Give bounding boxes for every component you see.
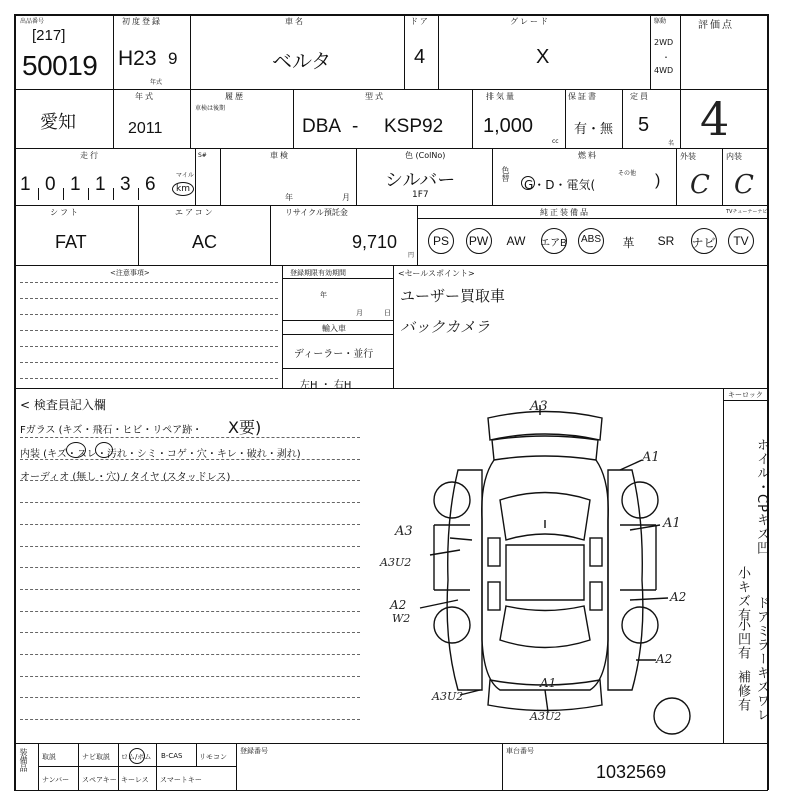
equipment-item: エアB — [540, 238, 567, 249]
region-value: 愛知 — [40, 112, 76, 133]
equipment-item: 革 — [622, 236, 635, 250]
mileage-digit: 3 — [120, 174, 131, 195]
recycle-value: 9,710 — [352, 232, 398, 252]
inspector-line1-mark: X要) — [228, 418, 262, 437]
first-reg-label: 初度登録 — [122, 17, 162, 26]
damage-rear-left-a3u2: A3U2 — [432, 690, 464, 703]
color-change-label: 色替 — [501, 166, 510, 182]
footer-item-bottom: キーレス — [121, 776, 149, 784]
capacity-unit: 名 — [668, 140, 675, 147]
exterior-label: 外装 — [680, 152, 696, 161]
handle-value: 左H ・ 右H — [300, 380, 352, 391]
chassis-number: 1032569 — [596, 762, 667, 782]
shift-value: FAT — [55, 232, 87, 252]
rating-label: 評価点 — [698, 20, 734, 31]
displacement-value: 1,000 — [483, 115, 534, 137]
inspector-title: < 検査員記入欄 — [20, 398, 106, 412]
inspection-label: 車検 — [270, 151, 290, 160]
wheel-rear-right — [622, 607, 658, 643]
displacement-unit: cc — [552, 138, 559, 145]
capacity-value: 5 — [638, 114, 650, 136]
warranty-value: 有・無 — [574, 122, 614, 137]
model-label: 車名 — [285, 17, 305, 26]
damage-rear-a3u2: A3U2 — [530, 710, 562, 723]
damage-rear-right-a2: A2 — [656, 652, 673, 666]
keyless-label: TVチューナーナビ — [726, 209, 768, 215]
drive-option-2wd: 2WD — [654, 38, 674, 47]
right-vertical-4: 小凹有 — [735, 618, 750, 660]
rom-circle — [129, 748, 145, 764]
footer-item-top: リモコン — [199, 753, 227, 761]
footer-item-top: B-CAS — [161, 752, 183, 760]
footer-item-top: ナビ取説 — [82, 753, 110, 761]
dealer-value: ディーラー・並行 — [294, 349, 374, 360]
rear-window — [500, 606, 590, 648]
footer-item-top: ロム/ボム — [121, 753, 152, 761]
inspection-year: 年 — [285, 193, 293, 202]
mileage-unit: km — [176, 184, 190, 194]
color-label: 色 (ColNo) — [405, 151, 446, 160]
exterior-value: C — [690, 170, 710, 200]
mileage-digit: 1 — [20, 174, 31, 195]
damage-left-w2: W2 — [392, 612, 411, 625]
inspector-line2: 内装 (キズ・スレ・汚れ・シミ・コゲ・穴・キレ・破れ・剥れ) — [20, 449, 301, 460]
model-name: ベルタ — [272, 49, 332, 73]
sales-label: <セールスポイント> — [398, 269, 475, 278]
swap-label: S# — [198, 152, 207, 159]
rating-value: 4 — [700, 92, 730, 146]
footer-item-bottom: ナンバー — [42, 776, 70, 784]
equipment-item: TV — [733, 234, 749, 248]
year-label: 年式 — [135, 92, 155, 101]
grade-label: グレード — [510, 17, 550, 26]
right-side — [608, 470, 643, 690]
type-prefix: DBA — [302, 116, 342, 137]
interior-value: C — [734, 170, 754, 200]
spare-wheel — [654, 698, 690, 734]
footer-item-bottom: スマートキー — [160, 776, 202, 784]
displacement-label: 排気量 — [486, 92, 516, 101]
chassis-label: 車台番号 — [506, 747, 534, 755]
mileage-digit: 1 — [95, 174, 106, 195]
equipment-item: SR — [657, 234, 675, 248]
interior-label: 内装 — [726, 152, 742, 161]
right-vertical-5: 補修有 — [735, 670, 750, 712]
import-label: 輸入車 — [322, 324, 346, 333]
fuel-close: ) — [655, 172, 661, 189]
first-reg-sub: 年式 — [150, 79, 163, 86]
mileage-digit: 0 — [45, 174, 56, 195]
year-value: 2011 — [128, 120, 163, 137]
ac-value: AC — [192, 232, 218, 252]
left-side — [447, 470, 482, 690]
drive-option-sep: ・ — [662, 53, 670, 62]
inspector-line3: オーディオ (無し・穴) / タイヤ (スタッドレス) — [20, 472, 231, 483]
left-rear-window — [488, 582, 500, 610]
hood-front — [492, 436, 598, 460]
reg-year: 年 — [320, 291, 327, 299]
drive-label: 駆動 — [654, 18, 667, 25]
equipment-item: ABS — [580, 234, 601, 245]
right-vertical-2: ドアミラーキズワレ — [754, 596, 769, 722]
type-code: KSP92 — [384, 116, 444, 137]
roof — [506, 545, 584, 600]
equipment-item: PS — [432, 234, 449, 248]
history-label: 履歴 — [225, 92, 245, 101]
keylock-label: キーロック — [728, 391, 763, 399]
fuel-other: その他 — [618, 170, 637, 177]
damage-front-right-a1: A1 — [642, 450, 660, 465]
drive-option-4wd: 4WD — [654, 66, 674, 75]
notes-label: <注意事項> — [110, 269, 150, 277]
damage-right-a1: A1 — [663, 516, 681, 531]
lot-prefix: [217] — [32, 27, 66, 44]
footer-col-header: 装備品 — [19, 748, 28, 772]
recycle-unit: 円 — [408, 252, 415, 259]
fuel-value: G・D・電気( — [524, 178, 596, 192]
first-reg-era: H23 — [118, 47, 157, 70]
body-outline — [482, 460, 609, 690]
lot-label: 出品番号 — [20, 18, 45, 25]
reg-day: 日 — [384, 309, 391, 317]
damage-front-a3: A3 — [530, 399, 548, 414]
type-dash: - — [352, 116, 359, 137]
recycle-label: リサイクル預託金 — [285, 208, 348, 217]
doors-value: 4 — [414, 46, 426, 68]
mileage-digit: 6 — [145, 174, 156, 195]
footer-item-bottom: スペアキー — [82, 776, 117, 784]
reg-label: 登録期限有効期間 — [290, 269, 346, 277]
inspection-month: 月 — [342, 193, 350, 202]
mileage-unit-top: マイル — [176, 172, 194, 179]
grade-value: X — [536, 46, 550, 68]
right-vertical-1: ホイル・CPキズ凹 — [754, 438, 769, 555]
equipment-label: 純正装備品 — [540, 208, 590, 217]
capacity-label: 定員 — [630, 92, 650, 101]
damage-left-a2: A2 — [390, 598, 407, 612]
mileage-label: 走行 — [80, 151, 100, 160]
fuel-label: 燃料 — [578, 151, 598, 160]
ac-label: エアコン — [175, 208, 215, 217]
damage-right-a2: A2 — [670, 590, 687, 604]
left-front-window — [488, 538, 500, 566]
history-sub: 車検は後期 — [195, 105, 226, 112]
right-rear-window — [590, 582, 602, 610]
color-code: 1F7 — [412, 190, 429, 200]
lot-number: 50019 — [22, 50, 98, 81]
first-reg-month: 9 — [168, 49, 178, 68]
doors-label: ドア — [410, 17, 430, 26]
wheel-rear-left — [434, 607, 470, 643]
color-value: シルバー — [385, 170, 456, 191]
damage-rear-a1: A1 — [540, 676, 557, 690]
equipment-item: ナビ — [691, 236, 716, 250]
equipment-item: PW — [468, 234, 489, 248]
reg-month: 月 — [356, 309, 363, 317]
right-front-window — [590, 538, 602, 566]
sales-typed: ユーザー買取車 — [400, 287, 506, 305]
damage-left-a3: A3 — [395, 524, 413, 539]
equipment-item: AW — [506, 234, 526, 248]
type-label: 型式 — [365, 92, 385, 101]
right-vertical-3: 小キズ有 — [735, 566, 750, 622]
shift-label: シフト — [50, 208, 80, 217]
damage-left-a3u2: A3U2 — [380, 556, 412, 569]
windshield — [500, 493, 590, 541]
mileage-digit: 1 — [70, 174, 81, 195]
reg-number-label: 登録番号 — [240, 747, 268, 755]
warranty-label: 保証書 — [568, 92, 598, 101]
sales-handwritten: バックカメラ — [400, 318, 491, 336]
footer-item-top: 取説 — [42, 753, 56, 761]
inspector-line1: Fガラス (キズ・飛石・ヒビ・リペア跡・ — [20, 425, 203, 436]
